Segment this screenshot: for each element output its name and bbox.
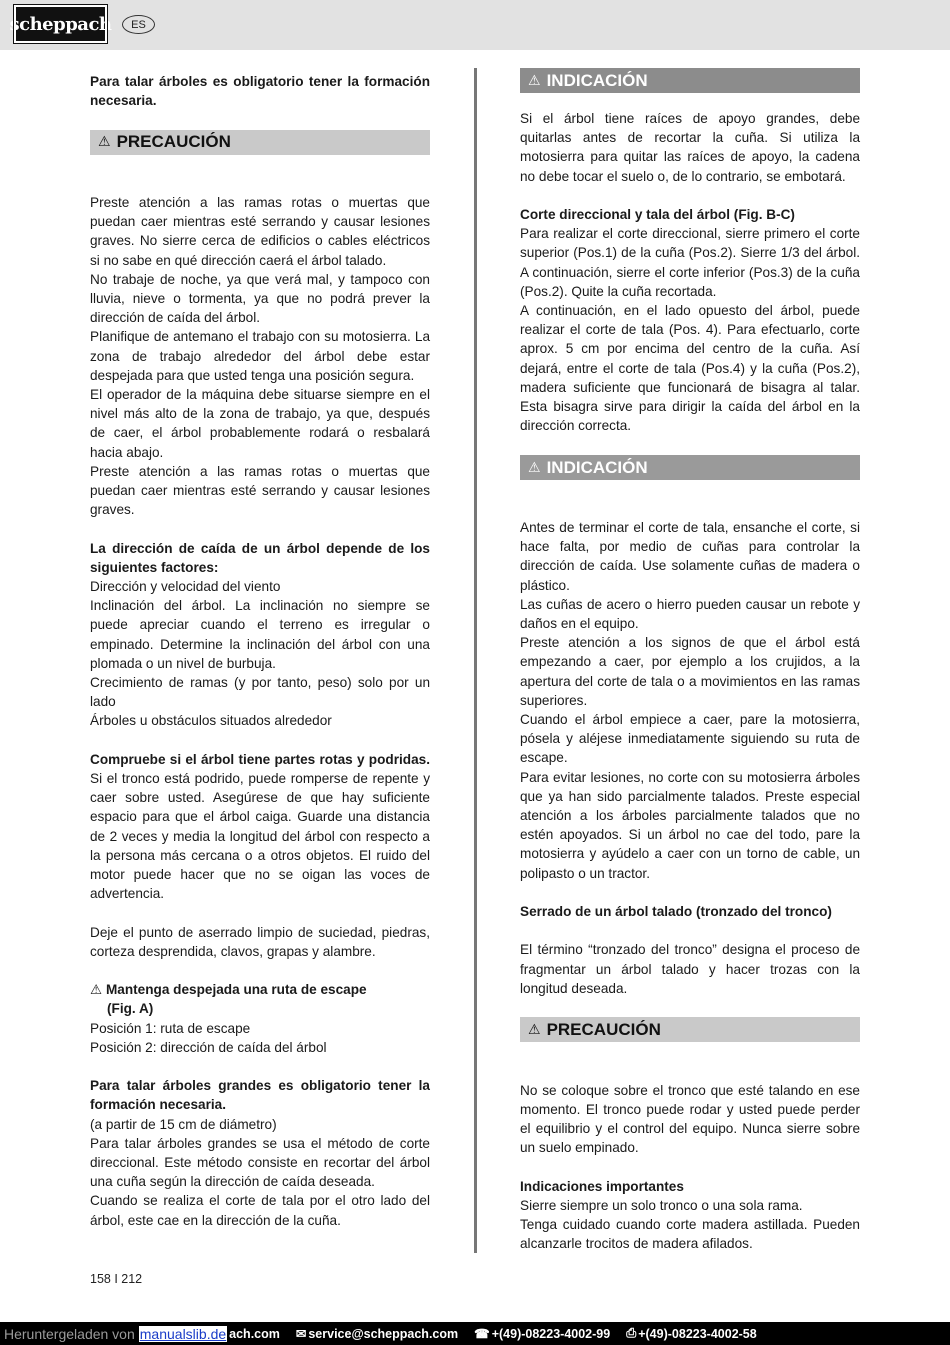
list-item: Posición 1: ruta de escape [90,1020,251,1036]
paragraph: No trabaje de noche, ya que verá mal, y tampoco con lluvia, nieve o tormenta, ya que no podrá prever la dirección de caída del árbol. [90,271,430,326]
list-item: Crecimiento de ramas (y por tanto, peso) solo por un lado [90,675,430,710]
list-item: Dirección y velocidad del viento [90,579,281,595]
check-heading: Compruebe si el árbol tiene partes rotas y podridas. [90,751,430,767]
section-heading: Serrado de un árbol talado (tronzado del tronco) [520,904,832,920]
list-item: Árboles u obstáculos situados alrededor [90,713,332,729]
manualslib-link[interactable]: manualslib.de [139,1325,227,1342]
fax-icon: ⎙ [626,1326,637,1340]
section-heading: Corte direccional y tala del árbol (Fig. B-C) [520,207,795,222]
warning-triangle-icon: ⚠ [98,133,111,150]
paragraph: Cuando se realiza el corte de tala por el otro lado del árbol, este cae en la dirección de la cuña. [90,1193,430,1228]
caution-box [520,1017,860,1042]
paragraph: Sierre siempre un solo tronco o una sola rama. [520,1197,803,1213]
intro-text: Para talar árboles es obligatorio tener la formación necesaria. [90,74,430,109]
list-item: Inclinación del árbol. La inclinación no siempre se puede apreciar cuando el terreno es irregular o empinado. Determine la inclinación del árbol con una plomada o un nivel de burbuja. [90,598,430,671]
email-address[interactable]: service@scheppach.com [308,1326,459,1341]
paragraph: Planifique de antemano el trabajo con su motosierra. La zona de trabajo alrededor del árbol debe estar despejada para que usted tenga una posición segura. [90,329,430,383]
escape-heading [90,980,430,999]
paragraph: Tenga cuidado cuando corte madera astillada. Pueden alcanzarle trocitos de madera afilados. [520,1217,860,1252]
section-heading: Para talar árboles grandes es obligatorio tener la formación necesaria. [90,1078,430,1113]
paragraph: Preste atención a las ramas rotas o muertas que puedan caer mientras esté serrando y causar lesiones graves. [90,463,430,518]
note-title: INDICACIÓN [546,457,648,477]
escape-figure-ref: (Fig. A) [107,1001,154,1017]
phone-icon: ☎ [474,1327,490,1341]
check-text: Si el tronco está podrido, puede romperse de repente y caer sobre usted. Asegúrese de que hay suficiente espacio para que el árbol caiga. Guarde una distancia de 2 veces y media la longitud del árbol con respecto a la persona más cercana o a otros objetos. El ruido del motor puede hacer que no se oigan las voces de advertencia. [90,771,430,902]
website-fragment: ach.com [229,1326,280,1341]
warning-triangle-icon: ⚠ [528,71,541,88]
footer-bar [0,1322,950,1345]
phone-number: +(49)-08223-4002-99 [491,1326,611,1341]
paragraph: No se coloque sobre el tronco que esté talando en ese momento. El tronco puede rodar y usted puede perder el equilibrio y el control del equipo. Nunca sierre sobre un suelo empinado. [520,1082,860,1156]
downloaded-from-text: Heruntergeladen von [4,1325,135,1342]
paragraph: Preste atención a las ramas rotas o muertas que puedan caer mientras esté serrando y causar lesiones graves. No sierre cerca de edificios o cables eléctricos si no sabe en qué dirección caerá el árbol talado. [90,194,430,268]
left-column [90,72,430,1230]
paragraph: Deje el punto de aserrado limpio de suciedad, piedras, corteza desprendida, clavos, grapas y alambre. [90,924,430,959]
section-heading: Indicaciones importantes [520,1178,684,1194]
fax-number: +(49)-08223-4002-58 [638,1326,757,1341]
note-box [520,455,860,480]
paragraph: Para talar árboles grandes se usa el método de corte direccional. Este método consiste en recortar del árbol una cuña según la dirección de caída deseada. [90,1135,430,1190]
paragraph: Antes de terminar el corte de tala, ensanche el corte, si hace falta, por medio de cuñas para controlar la dirección de caída. Use solamente cuñas de madera o plástico. [520,520,860,593]
warning-triangle-icon: ⚠ [90,982,103,998]
note-box [520,68,860,93]
language-badge: ES [122,15,155,34]
paragraph: Preste atención a los signos de que el árbol está empezando a caer, por ejemplo a los crujidos, a la apertura del corte de tala o a movimientos en las ramas superiores. [520,635,860,708]
note-title: INDICACIÓN [546,70,648,90]
caution-title: PRECAUCIÓN [116,132,231,152]
warning-triangle-icon: ⚠ [528,458,541,475]
paragraph: (a partir de 15 cm de diámetro) [90,1116,277,1132]
paragraph: Las cuñas de acero o hierro pueden causar un rebote y daños en el equipo. [520,596,860,632]
paragraph: Cuando el árbol empiece a caer, pare la motosierra, pósela y aléjese inmediatamente siguiendo su ruta de escape. [520,712,860,766]
warning-triangle-icon: ⚠ [528,1021,541,1038]
column-divider [474,68,477,1253]
caution-box [90,130,430,155]
escape-title: Mantenga despejada una ruta de escape [105,982,367,998]
paragraph: El operador de la máquina debe situarse siempre en el nivel más alto de la zona de trabajo, ya que, después de caer, el árbol probablemente rodará o resbalará hacia abajo. [90,387,430,460]
paragraph: Si el árbol tiene raíces de apoyo grandes, debe quitarlas antes de recortar la cuña. Si utiliza la motosierra para quitar las raíces de apoyo, la cadena no debe tocar el suelo o, de lo contrario, se embotará. [520,111,860,184]
email-icon: ✉ [295,1327,307,1341]
paragraph: A continuación, en el lado opuesto del árbol, puede realizar el corte de tala (Pos. 4). Para efectuarlo, corte aprox. 5 cm por encima del centro de la cuña. Así dejará, entre el corte de tala (Pos.4) y la cuña (Pos.2), madera suficiente que funcionará de bisagra al talar. Esta bisagra sirve para dirigir la caída del árbol en la dirección correcta. [520,303,860,434]
caution-title: PRECAUCIÓN [546,1020,661,1040]
page-number: 158 I 212 [90,1272,143,1286]
paragraph: Para realizar el corte direccional, sierre primero el corte superior (Pos.1) de la cuña (Pos.2). Sierre 1/3 del árbol. A continuación, sierre el corte inferior (Pos.3) de la cuña (Pos.2). Quite la cuña recortada. [520,226,860,299]
brand-logo: scheppach [14,5,107,43]
right-column [520,68,860,1253]
paragraph: Para evitar lesiones, no corte con su motosierra árboles que ya han sido parcialmente talados. Preste especial atención a los árboles parcialmente talados que no estén apoyados. Si un árbol no cae del todo, pare la motosierra y ayúdelo a caer con un torno de cable, un polipasto o un tractor. [520,769,860,881]
paragraph [90,750,430,904]
section-heading: La dirección de caída de un árbol depende de los siguientes factores: [90,540,430,575]
list-item: Posición 2: dirección de caída del árbol [90,1039,327,1055]
header-bar [0,0,950,50]
paragraph: El término “tronzado del tronco” designa el proceso de fragmentar un árbol talado y hacer trozas con la longitud deseada. [520,942,860,996]
